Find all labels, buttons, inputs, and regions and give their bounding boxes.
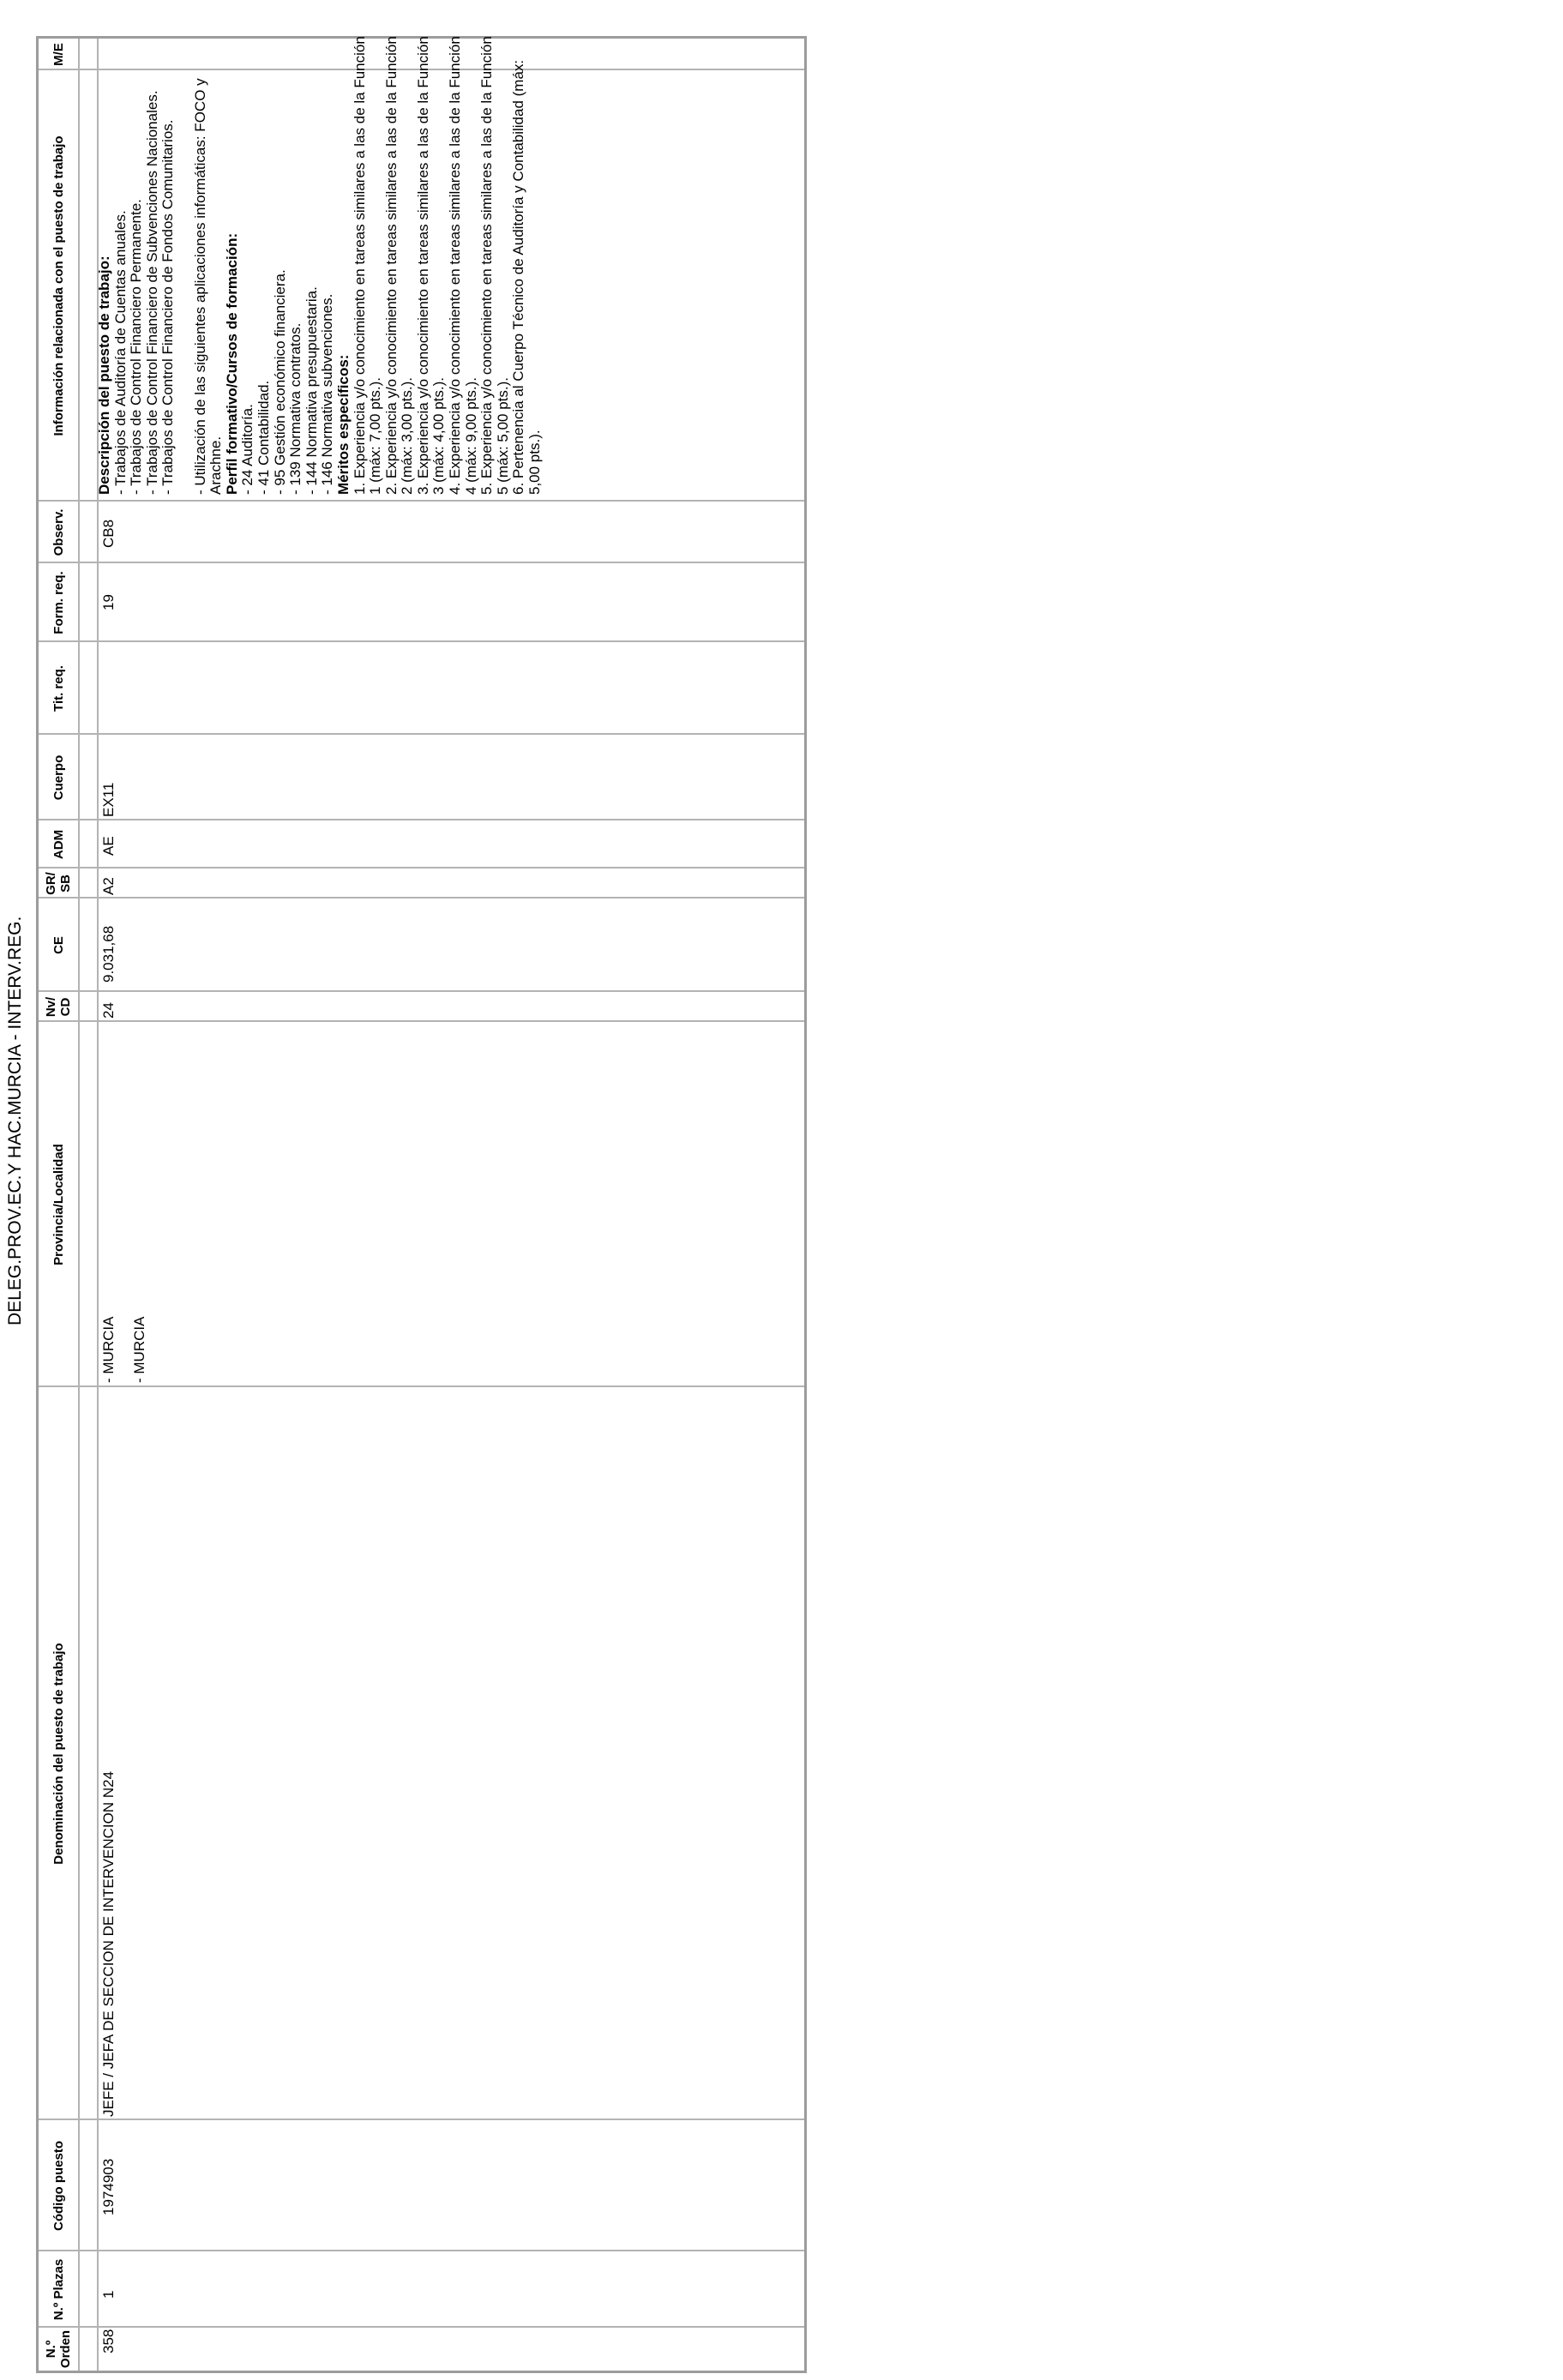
cell-adm: AE [100,836,117,856]
merito-item: 2. Experiencia y/o conocimiento en tareas similares a las de la Función 2 (máx: 3,00 pts.). [382,36,416,495]
curso-item: - 41 Contabilidad. [255,380,272,495]
column-divider [39,1020,804,1022]
column-divider [39,640,804,642]
header-nv-cd [39,992,78,1022]
column-divider [39,2326,804,2328]
merito-item: 5. Experiencia y/o conocimiento en tareas similares a las de la Función 5 (máx: 5,00 pts.). [478,36,511,495]
header-nv-cd-line1: Nv/ [44,996,58,1018]
header-denominacion: Denominación del puesto de trabajo [51,1643,66,1865]
merito-item: 4. Experiencia y/o conocimiento en tareas similares a las de la Función 4 (máx: 9,00 pts.). [447,36,479,495]
cell-form-req: 19 [100,594,117,610]
header-ce: CE [51,936,66,954]
document-title: DELEG.PROV.EC.Y HAC.MURCIA - INTERV.REG. [5,916,25,1325]
curso-item: - 146 Normativa subvenciones. [319,293,336,495]
header-gr-sb [39,868,78,899]
job-info [97,36,544,495]
descripcion-item: - Trabajos de Control Financiero de Subvenciones Nacionales. [143,90,160,495]
header-codigo: Código puesto [51,2141,66,2231]
column-divider [39,562,804,563]
column-divider [39,500,804,502]
header-orden: N.º Orden [44,2329,73,2369]
cell-localidad: - MURCIA [131,1316,147,1383]
cell-ce: 9.031,68 [100,925,117,983]
cell-provincia: - MURCIA [100,1316,117,1383]
perfil-heading: Perfil formativo/Cursos de formación: [223,232,240,495]
cell-codigo: 1974903 [100,2158,117,2215]
column-divider [39,990,804,992]
header-form-req: Form. req. [51,571,66,634]
cell-observ: CB8 [100,519,117,548]
aplicaciones-line: - Utilización de las siguientes aplicaciones informáticas: FOCO y Arachne. [191,78,225,495]
header-me: M/E [51,43,66,66]
blank-line [177,36,193,495]
curso-item: - 24 Auditoría. [239,404,256,495]
meritos-heading: Méritos específicos: [334,354,352,495]
column-divider [39,1385,804,1387]
column-divider [39,867,804,868]
cell-denominacion: JEFE / JEFA DE SECCION DE INTERVENCION N24 [100,1770,117,2117]
header-adm: ADM [51,829,66,860]
header-divider [78,39,80,2371]
merito-item: 3. Experiencia y/o conocimiento en tareas similares a las de la Función 3 (máx: 4,00 pts.). [414,36,448,495]
column-divider [39,2119,804,2120]
header-provincia: Provincia/Localidad [51,1144,66,1265]
merito-item: 1. Experiencia y/o conocimiento en tareas similares a las de la Función 1 (máx: 7,00 pts.). [351,36,384,495]
cell-orden: 358 [100,2329,117,2353]
descripcion-heading: Descripción del puesto de trabajo: [96,255,112,495]
column-divider [39,2250,804,2251]
curso-item: - 144 Normativa presupuestaria. [303,286,320,495]
column-divider [39,733,804,735]
descripcion-item: - Trabajos de Auditoría de Cuentas anuales. [111,210,129,495]
curso-item: - 139 Normativa contratos. [287,322,304,495]
cell-plazas: 1 [100,2290,117,2299]
column-divider [39,819,804,820]
cell-nv-cd: 24 [100,1002,117,1019]
header-gr-sb-line1: GR/ [44,872,58,895]
header-plazas: N.º Plazas [51,2258,66,2321]
header-observ: Observ. [51,508,66,556]
cell-gr-sb: A2 [100,877,117,895]
column-divider [39,897,804,899]
descripcion-item: - Trabajos de Control Financiero Permanente. [128,199,145,495]
header-gr-sb-line2: SB [58,874,73,892]
descripcion-item: - Trabajos de Control Financiero de Fondos Comunitarios. [159,119,177,495]
merito-item: 6. Pertenencia al Cuerpo Técnico de Auditoría y Contabilidad (máx: 5,00 pts.). [510,59,544,495]
header-cuerpo: Cuerpo [51,754,66,801]
header-info: Información relacionada con el puesto de trabajo [51,135,66,436]
positions-table [36,36,807,2373]
header-nv-cd-line2: CD [58,997,73,1017]
curso-item: - 95 Gestión económico financiera. [271,269,288,495]
cell-cuerpo: EX11 [100,782,117,817]
header-tit-req: Tit. req. [51,665,66,712]
